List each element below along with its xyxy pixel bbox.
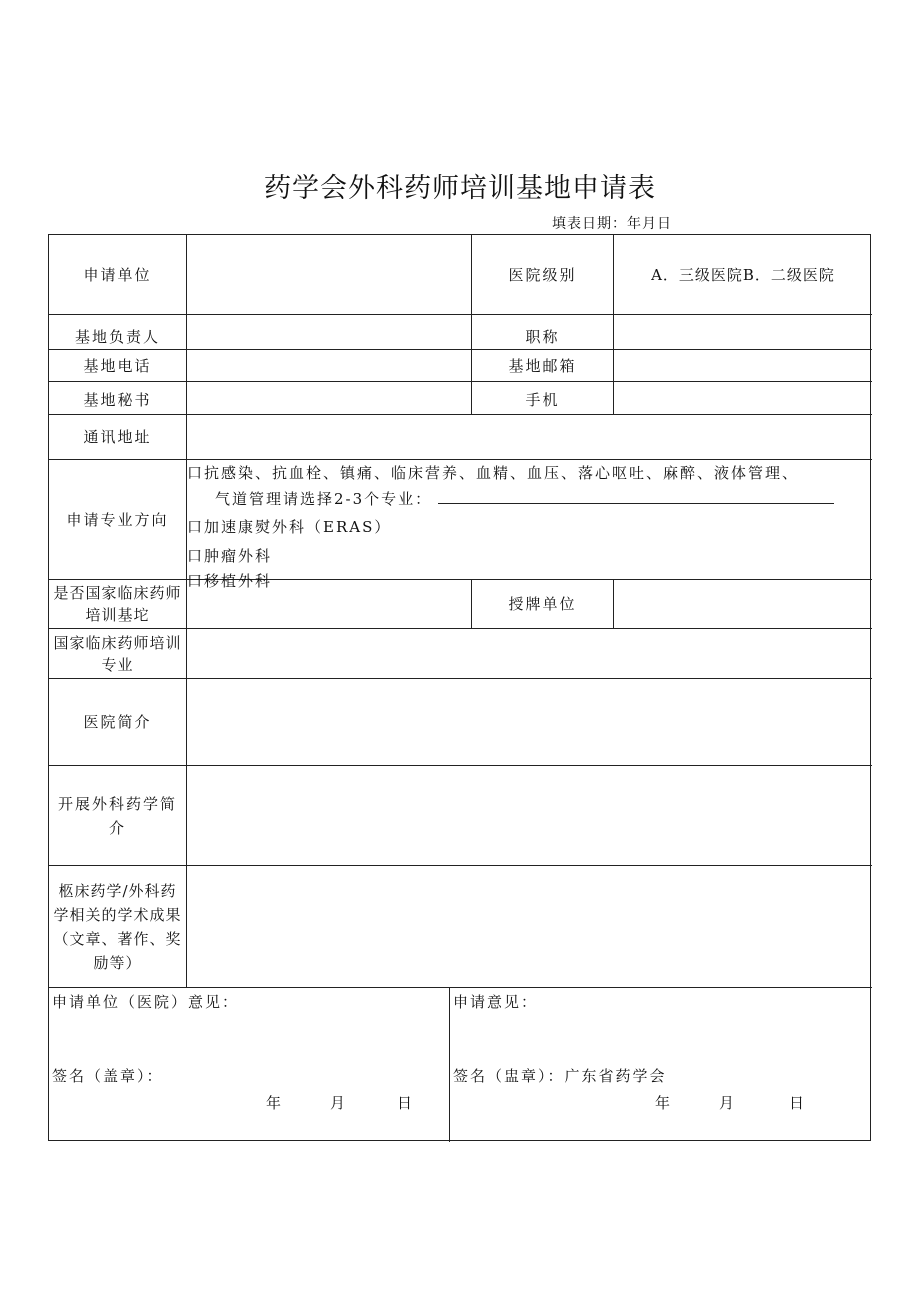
national-base-label: 是否国家临床药师培训基坨	[53, 584, 182, 624]
society-opinion-title: 申请意见：	[453, 993, 539, 1011]
applicant-signature-label: 签名（盖章）：	[52, 1067, 164, 1085]
surgical-intro-label: 开展外科药学简介	[57, 794, 177, 837]
hospital-level-options[interactable]: A．三级医院B．二级医院	[651, 265, 835, 284]
base-leader-field[interactable]	[187, 315, 471, 349]
base-email-field[interactable]	[614, 350, 872, 381]
award-unit-field[interactable]	[614, 580, 872, 628]
base-email-label: 基地邮箱	[508, 356, 577, 375]
hospital-level-label: 医院级别	[508, 265, 577, 284]
row-divider	[49, 987, 872, 988]
specialty-option-transplant[interactable]: 口移植外科	[187, 572, 273, 590]
specialty-option-eras[interactable]: 口加速康熨外科（ERAS）	[187, 518, 392, 536]
base-phone-field[interactable]	[187, 350, 471, 381]
application-form	[48, 234, 871, 1141]
col-divider	[449, 987, 450, 1142]
applicant-opinion-title: 申请单位（医院）意见：	[52, 993, 240, 1011]
specialty-choose-line[interactable]	[215, 488, 834, 509]
address-label: 通讯地址	[83, 428, 152, 446]
surgical-intro-field[interactable]	[187, 766, 872, 865]
base-leader-label: 基地负责人	[74, 328, 160, 346]
award-unit-label: 授牌单位	[508, 595, 577, 613]
specialty-direction-label: 申请专业方向	[66, 510, 169, 529]
applicant-unit-label: 申请单位	[83, 265, 152, 284]
specialty-options	[187, 460, 871, 590]
applicant-date-year: 年	[266, 1094, 284, 1112]
base-secretary-label: 基地秘书	[83, 390, 152, 409]
page-title: 药学会外科药师培训基地申请表	[264, 173, 656, 204]
hospital-intro-field[interactable]	[187, 679, 872, 765]
hospital-intro-label: 医院简介	[83, 713, 152, 731]
national-base-field[interactable]	[187, 580, 471, 628]
applicant-unit-field[interactable]	[187, 235, 471, 314]
mobile-label: 手机	[525, 390, 560, 409]
base-secretary-field[interactable]	[187, 382, 471, 414]
society-date-year: 年	[655, 1094, 673, 1112]
society-signature-label: 签名（盅章）：广东省药学会	[453, 1067, 667, 1085]
base-phone-label: 基地电话	[83, 356, 152, 375]
specialty-blank-line[interactable]	[438, 489, 834, 504]
national-specialty-label: 国家临床药师培训专业	[53, 633, 182, 674]
achievements-label: 柩床药学/外科药学相关的学术成果（文章、著作、奖励等）	[53, 881, 182, 972]
applicant-date-month: 月	[330, 1094, 348, 1112]
title-label: 职称	[525, 328, 560, 346]
specialty-option-line[interactable]: 口抗感染、抗血栓、镇痛、临床营养、血精、血压、落心呕吐、麻醉、液体管理、	[187, 464, 800, 482]
address-field[interactable]	[187, 415, 872, 459]
achievements-field[interactable]	[187, 866, 872, 987]
specialty-choose-label: 气道管理请选择2-3个专业：	[215, 490, 433, 508]
national-specialty-field[interactable]	[187, 629, 872, 678]
specialty-option-tumor[interactable]: 口肿瘤外科	[187, 547, 273, 565]
fill-date: 填表日期：年月日	[552, 216, 672, 232]
title-field[interactable]	[614, 315, 872, 349]
mobile-field[interactable]	[614, 382, 872, 414]
society-date-day: 日	[789, 1094, 807, 1112]
society-date-month: 月	[719, 1094, 737, 1112]
applicant-date-day: 日	[397, 1094, 415, 1112]
